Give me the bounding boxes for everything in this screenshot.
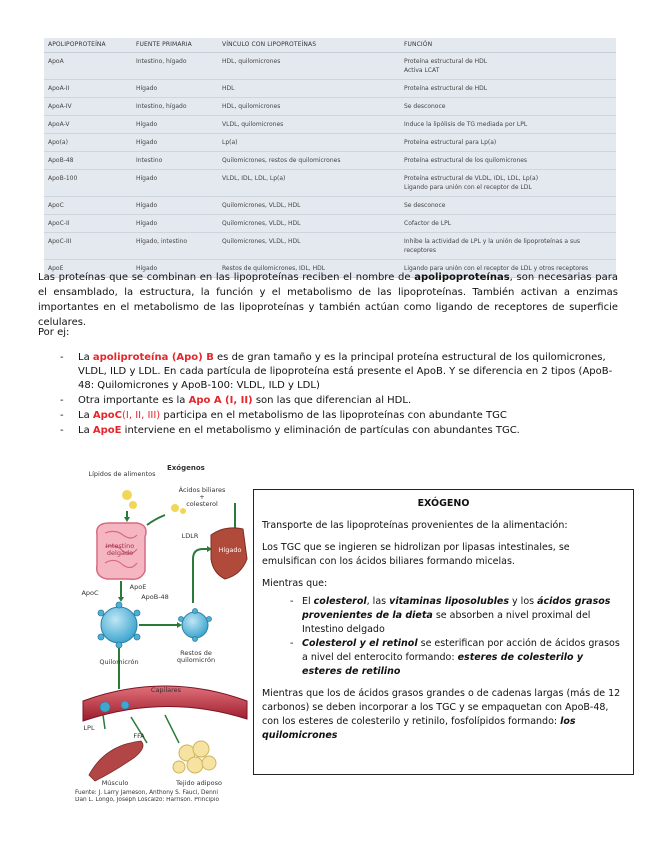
table-row [44,133,616,151]
table-row [44,214,616,232]
arrow-head-icon [177,622,182,628]
label-intestino: Intestino delgado [105,542,135,557]
table-cell: Hígado [132,214,218,232]
bullet-text: La [78,410,93,421]
box-text: Mientras que los de ácidos grasos grandes o de cadenas largas (más de 12 carbonos) se deben incorporar a los TGC y se empaquetan con ApoB-48, con los esteres de colesterilo y retinilo, fosfolípidos formando: [262,688,621,727]
label-colesterol: colesterol [186,500,218,508]
arrow-icon [165,715,179,743]
list-item [60,394,620,408]
intro-text-1: Las proteínas que se combinan en las lipoproteínas reciben el nombre de [38,272,415,283]
table-cell: HDL, quilomicrones [218,52,400,79]
table-cell: Se desconoce [400,196,616,214]
box-list [262,595,625,679]
table-cell: Proteína estructural de HDL [400,79,616,97]
table-cell: ApoC-II [44,214,132,232]
col-header-vinculo: VÍNCULO CON LIPOPROTEÍNAS [218,38,400,52]
list-item [60,424,620,438]
table-cell: Intestino, hígado [132,97,218,115]
table-cell: Proteína estructural de HDL Activa LCAT [400,52,616,79]
table-cell: ApoB-48 [44,151,132,169]
label-higado: Hígado [218,546,242,554]
bullet-highlight-light: (I, II, III) [122,410,161,421]
table-row [44,232,616,259]
table-cell: HDL [218,79,400,97]
table-row [44,196,616,214]
table-cell: Hígado, intestino [132,232,218,259]
table-cell: ApoE [44,259,132,277]
apo-bullet-list [60,351,620,439]
table-cell: Quilomicrones, VLDL, HDL [218,232,400,259]
box-emph: colesterol [313,596,367,607]
table-cell: Proteína estructural de VLDL, IDL, LDL, Lp(a) Ligando para unión con el receptor de LDL [400,169,616,196]
label-lpl: LPL [83,724,95,732]
bullet-highlight: apoliproteína (Apo) B [92,352,214,363]
bullet-text: interviene en el metabolismo y eliminación de partículas con abundantes TGC. [121,425,520,436]
table-cell: ApoA-V [44,115,132,133]
pathway-diagram [75,463,255,788]
label-capilares: Capilares [150,686,182,694]
table-cell: ApoB-100 [44,169,132,196]
table-cell: Lp(a) [218,133,400,151]
label-lipidos: Lípidos de alimentos [88,470,156,478]
chylomicron-remnant-icon [179,609,212,642]
table-row [44,151,616,169]
table-cell: ApoA-II [44,79,132,97]
table-cell: ApoA-IV [44,97,132,115]
table-cell: Proteína estructural de los quilomicrones [400,151,616,169]
col-header-funcion: FUNCIÓN [400,38,616,52]
table-cell: Quilomicrones, VLDL, HDL [218,196,400,214]
bullet-text: La [78,425,93,436]
table-cell: Cofactor de LPL [400,214,616,232]
table-cell: VLDL, IDL, LDL, Lp(a) [218,169,400,196]
table-cell: HDL, quilomicrones [218,97,400,115]
label-musculo: Músculo [101,779,129,787]
list-item [290,595,625,637]
box-paragraph-1: Transporte de las lipoproteínas provenientes de la alimentación: [262,520,568,531]
label-ffa: FFA [133,732,145,740]
table-cell: Quilomicrones, restos de quilomicrones [218,151,400,169]
box-text: , las [366,596,390,607]
bullet-highlight: ApoE [92,425,122,436]
table-cell: VLDL, quilomicrones [218,115,400,133]
table-body [44,52,616,277]
label-apob48: ApoB-48 [141,593,169,601]
box-text: se esterifican por acción de ácidos grasos a nivel del enterocito formando: [302,638,620,663]
table-row [44,169,616,196]
box-emph: los quilomicrones [262,716,576,741]
table-header-row [44,38,616,52]
table-cell: ApoC-III [44,232,132,259]
muscle-icon [89,741,143,781]
box-paragraph-3: Mientras que: [262,578,328,589]
table-cell: Intestino, hígado [132,52,218,79]
box-emph: ácidos grasos provenientes de la dieta [302,596,611,621]
box-text: El [302,596,314,607]
box-emph: esteres de colesterilo y esteres de retilino [302,652,584,677]
box-emph: Colesterol y el retinol [302,638,418,649]
lipid-droplet-icon [122,490,132,500]
table-cell: ApoA [44,52,132,79]
bullet-text: La [78,352,93,363]
box-paragraph-2: Los TGC que se ingieren se hidrolizan por lipasas intestinales, se emulsifican con los ácidos biliares formando micelas. [262,542,570,567]
bullet-highlight: Apo A (I, II) [188,395,253,406]
table-row [44,115,616,133]
arrow-icon [103,715,105,729]
table-cell: Proteína estructural para Lp(a) [400,133,616,151]
adipose-tissue-icon [173,741,216,773]
intro-text-2: , son necesarias para el ensamblado, la estructura, la función y el metabolismo de las lipoproteínas. También activan a enzimas importantes en el metabolismo de las lipoproteínas y también actúan como ligando de receptores de superficie celulares. [38,272,618,328]
chylomicron-icon [98,602,140,648]
lipoprotein-small-icon [121,701,129,709]
list-item [60,351,620,393]
exogeno-box [253,489,634,775]
arrow-icon [193,549,209,603]
figure-caption-1: Fuente: J. Larry Jameson, Anthony S. Fauci, Denni [75,790,219,796]
label-acidos-biliares: Ácidos biliares [178,486,226,494]
label-apoe: ApoE [129,583,147,591]
table-cell: Intestino [132,151,218,169]
table-cell: Ligando para unión con el receptor de LDL y otros receptores [400,259,616,277]
figure-title: Exógenos [167,464,205,472]
bullet-text: es de gran tamaño y es la principal proteína estructural de los quilomicrones, VLDL, ILD y LDL. En cada partícula de lipoproteína está presente el ApoB. Y se diferencia en 2 tipos (ApoB-48: Quilomicrones y ApoB-100: VLDL, ILD y LDL) [78,352,613,391]
box-title: EXÓGENO [417,498,470,509]
table-cell: Hígado [132,133,218,151]
table-cell: Quilomicrones, VLDL, HDL [218,214,400,232]
intro-bold-term: apolipoproteínas [414,272,510,283]
table-cell: Se desconoce [400,97,616,115]
bullet-text: participa en el metabolismo de las lipoproteínas con abundante TGC [160,410,507,421]
bullet-highlight: ApoC [92,410,122,421]
apolipoprotein-table [44,38,616,278]
lipoprotein-small-icon [100,702,110,712]
bullet-text: son las que diferencian al HDL. [252,395,412,406]
label-apoc: ApoC [81,589,99,597]
table-cell: Induce la lipólisis de TG mediada por LPL [400,115,616,133]
box-paragraph-4 [262,687,625,743]
arrow-head-icon [124,517,130,522]
table-cell: Apo(a) [44,133,132,151]
list-item [290,637,625,679]
bullet-text: Otra importante es la [78,395,189,406]
col-header-apolipoproteina: APOLIPOPROTEÍNA [44,38,132,52]
label-quilomicron: Quilomicrón [99,658,139,666]
arrow-head-icon [118,597,124,602]
table-cell: Hígado [132,115,218,133]
intro-paragraph [38,270,618,330]
exogenous-pathway-figure [75,463,252,803]
box-text: y los [509,596,538,607]
box-emph: vitaminas liposolubles [389,596,510,607]
table-cell: Hígado [132,259,218,277]
list-item [60,409,620,423]
table-cell: Inhibe la actividad de LPL y la unión de lipoproteínas a sus receptores [400,232,616,259]
bile-droplet-icon [180,508,186,514]
table-row [44,79,616,97]
label-restos: Restos de quilomicrón [176,649,216,664]
label-plus: + [199,493,205,501]
col-header-fuente: FUENTE PRIMARIA [132,38,218,52]
table-cell: Hígado [132,169,218,196]
label-ldlr: LDLR [181,532,199,540]
figure-caption-2: Dan L. Longo, Joseph Loscalzo: Harrison. Principio [75,797,219,803]
label-tejido: Tejido adiposo [175,779,223,787]
por-ej-label: Por ej: [38,327,70,338]
table-cell: ApoC [44,196,132,214]
box-text: se absorben a nivel proximal del Intestino delgado [302,610,591,635]
table-row [44,52,616,79]
table-cell: Restos de quilomicrones, IDL, HDL [218,259,400,277]
table-cell: Hígado [132,79,218,97]
apolipoprotein-table-grid [44,38,616,278]
table-cell: Hígado [132,196,218,214]
lipid-droplet-icon [129,501,137,509]
arrow-icon [147,515,165,525]
table-row [44,97,616,115]
